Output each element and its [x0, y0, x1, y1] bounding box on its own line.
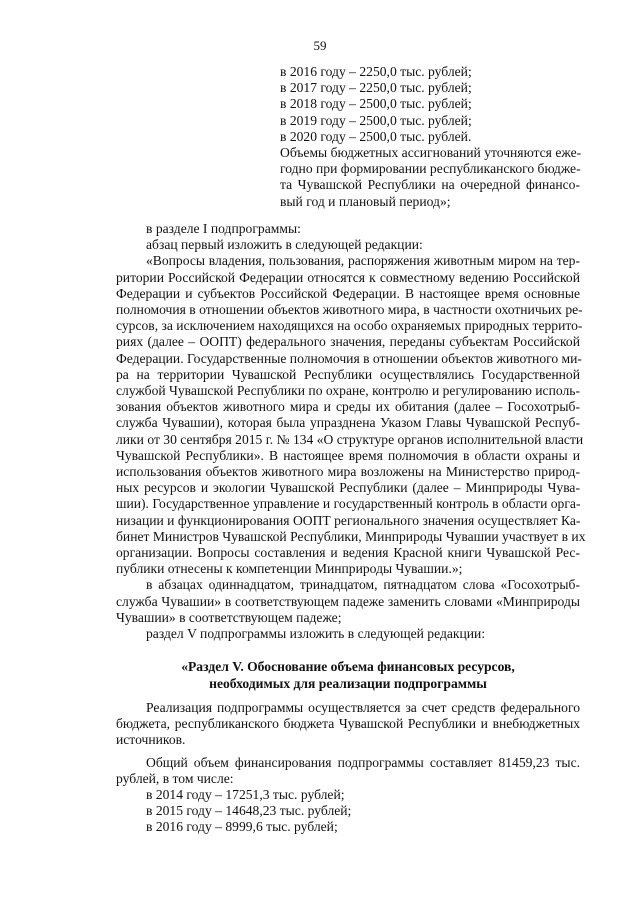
quote-line: публики отнесены к компетенции Минприроды Чувашии.»;	[116, 561, 463, 577]
total-line: Общий объем финансирования подпрограммы составляет 81459,23 тыс.	[146, 754, 580, 770]
replace-line: служба Чувашии» в соответствующем падеже заменить словами «Минприроды	[116, 593, 580, 609]
note-line: годно при формировании республиканского бюдже-	[280, 161, 581, 177]
funding-line: Реализация подпрограммы осуществляется за счет средств федерального	[146, 700, 580, 715]
paragraph-line: абзац первый изложить в следующей редакции:	[146, 237, 423, 253]
replace-line: Чувашии» в соответствующем падеже;	[116, 609, 342, 625]
year-line: в 2017 году – 2250,0 тыс. рублей;	[280, 80, 472, 96]
year-line: в 2020 году – 2500,0 тыс. рублей.	[280, 128, 472, 144]
note-line: Объемы бюджетных ассигнований уточняются еже-	[280, 145, 582, 161]
paragraph-line: в разделе I подпрограммы:	[146, 221, 301, 236]
quote-line: зования объектов животного мира и среды их обитания (далее – Госохотрыб-	[116, 399, 580, 415]
quoted-paragraph	[116, 253, 586, 577]
quote-line: ных ресурсов и экологии Чувашской Республики (далее – Минприроды Чува-	[116, 480, 580, 496]
quote-line: полномочия в отношении объектов животного мира, в частности охотничьих ре-	[116, 302, 583, 318]
year-line: в 2014 году – 17251,3 тыс. рублей;	[146, 787, 345, 803]
section-v-heading	[116, 658, 580, 692]
year-line: в 2018 году – 2500,0 тыс. рублей;	[280, 96, 472, 112]
note-line: вый год и плановый период»;	[280, 193, 451, 209]
replacement-paragraph	[116, 577, 580, 626]
year-line: в 2015 году – 14648,23 тыс. рублей;	[146, 803, 352, 819]
quote-line: риях (далее – ООПТ) федерального значения, переданы субъектам Российской	[116, 334, 580, 350]
quote-line: лики от 30 сентября 2015 г. № 134 «О структуре органов исполнительной власти	[116, 431, 584, 447]
funding-line: бюджета, республиканского бюджета Чувашской Республики и внебюджетных	[116, 716, 580, 732]
replace-line: в абзацах одиннадцатом, тринадцатом, пятнадцатом слова «Госохотрыб-	[146, 577, 580, 593]
section-one-amendment	[116, 221, 586, 642]
quote-line: служба Чувашии), которая была упразднена Указом Главы Чувашской Респуб-	[116, 415, 580, 431]
note-line: та Чувашской Республики на очередной финансо-	[280, 177, 580, 193]
quote-line: бинет Министров Чувашской Республики, Минприроды Чувашии участвует в их	[116, 528, 586, 544]
heading-line: необходимых для реализации подпрограммы	[209, 676, 487, 691]
page-number: 59	[313, 38, 327, 53]
quote-line: организации. Вопросы составления и ведения Красной книги Чувашской Рес-	[116, 545, 580, 561]
year-line: в 2019 году – 2500,0 тыс. рублей;	[280, 112, 472, 128]
quote-line: Федерации и субъектов Российской Федерации. В настоящее время основные	[116, 285, 580, 301]
funding-schedule-block	[280, 64, 580, 210]
quote-line: «Вопросы владения, пользования, распоряжения животным миром на тер-	[146, 253, 580, 269]
quote-line: использования объектов животного мира возложены на Министерство природ-	[116, 464, 580, 480]
year-line: в 2016 году – 2250,0 тыс. рублей;	[280, 64, 472, 79]
section-v-body	[116, 700, 580, 836]
quote-line: ра на территории Чувашской Республики осуществлялись Государственной	[116, 366, 580, 382]
quote-line: Чувашской Республики». В настоящее время полномочия в области охраны и	[116, 447, 580, 463]
total-line: рублей, в том числе:	[116, 770, 234, 786]
quote-line: шии). Государственное управление и государственный контроль в области орга-	[116, 496, 581, 512]
quote-line: сурсов, за исключением находящихся на особо охраняемых природных террито-	[116, 318, 583, 334]
heading-line: «Раздел V. Обоснование объема финансовых ресурсов,	[181, 659, 515, 674]
quote-line: службой Чувашской Республики по охране, контролю и регулированию исполь-	[116, 383, 580, 399]
year-line: в 2016 году – 8999,6 тыс. рублей;	[146, 819, 338, 835]
quote-line: низации и функционирования ООПТ регионального значения осуществляет Ка-	[116, 512, 581, 528]
quote-line: Федерации. Государственные полномочия в отношении объектов животного ми-	[116, 350, 582, 366]
section-v-intro: раздел V подпрограммы изложить в следующей редакции:	[146, 626, 486, 642]
funding-line: источников.	[116, 732, 186, 748]
quote-line: ритории Российской Федерации относятся к совместному ведению Российской	[116, 269, 580, 285]
